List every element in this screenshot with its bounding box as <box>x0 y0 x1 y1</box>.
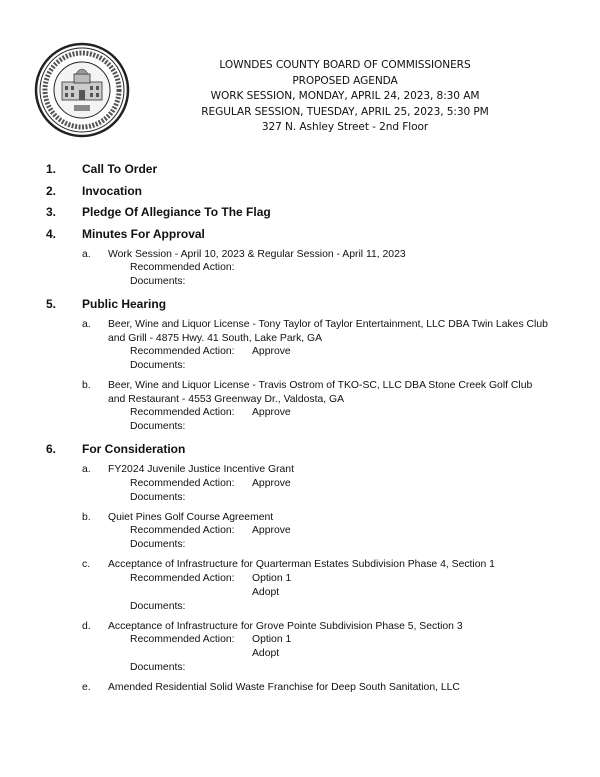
agenda-subitem <box>0 318 600 373</box>
agenda-subitem <box>0 620 600 676</box>
documents-label[interactable]: Documents: <box>130 421 186 432</box>
documents-row <box>130 420 600 434</box>
recommended-action-label: Recommended Action: <box>130 634 235 645</box>
documents-row <box>130 538 600 552</box>
recommended-action-row <box>130 633 600 661</box>
agenda-item-number: 6. <box>46 442 57 456</box>
subitem-letter: a. <box>82 319 91 330</box>
subitem-letter: d. <box>82 620 91 632</box>
agenda-item <box>0 227 600 242</box>
header-regular-session: REGULAR SESSION, TUESDAY, APRIL 25, 2023, 5:30 PM <box>201 105 489 118</box>
documents-label[interactable]: Documents: <box>130 600 186 612</box>
agenda-subitem <box>0 248 600 290</box>
recommended-action-value: Approve <box>252 346 291 357</box>
agenda-item-number: 4. <box>46 226 57 241</box>
recommended-action-label: Recommended Action: <box>130 572 235 584</box>
header-org: LOWNDES COUNTY BOARD OF COMMISSIONERS <box>219 59 471 71</box>
agenda-item <box>0 162 600 177</box>
agenda-list <box>0 162 600 703</box>
agenda-item-number: 2. <box>46 183 57 198</box>
recommended-action-value: Approve <box>252 525 291 536</box>
recommended-action-value: Option 1 <box>252 572 292 584</box>
documents-label[interactable]: Documents: <box>130 662 186 673</box>
recommended-action-label: Recommended Action: <box>130 262 235 273</box>
recommended-action-label: Recommended Action: <box>130 346 235 357</box>
agenda-item-title[interactable]: Pledge Of Allegiance To The Flag <box>82 205 271 219</box>
recommended-action-row <box>130 477 600 491</box>
recommended-action-row <box>130 345 600 359</box>
recommended-action-label: Recommended Action: <box>130 525 235 536</box>
agenda-subitem <box>0 463 600 505</box>
agenda-item <box>0 205 600 220</box>
subitem-title[interactable]: Acceptance of Infrastructure for Grove Pointe Subdivision Phase 5, Section 3 <box>108 620 463 632</box>
agenda-subitem <box>0 511 600 553</box>
subitem-title[interactable]: Amended Residential Solid Waste Franchise for Deep South Sanitation, LLC <box>108 682 460 693</box>
recommended-action-row <box>130 524 600 538</box>
header-work-session: WORK SESSION, MONDAY, APRIL 24, 2023, 8:30 AM <box>210 90 480 102</box>
agenda-subitem <box>0 681 600 695</box>
subitem-letter: e. <box>82 682 91 693</box>
agenda-item-title[interactable]: Invocation <box>82 183 143 198</box>
agenda-header <box>160 58 530 136</box>
subitem-title[interactable]: FY2024 Juvenile Justice Incentive Grant <box>108 464 294 475</box>
subitem-title[interactable]: Beer, Wine and Liquor License - Tony Taylor of Taylor Entertainment, LLC DBA Twin Lakes Club and Grill - 4875 Hwy. 41 South, Lake Park, GA <box>108 319 548 344</box>
subitem-title[interactable]: Quiet Pines Golf Course Agreement <box>108 511 274 523</box>
subitem-letter: a. <box>82 464 91 475</box>
agenda-subitem <box>0 379 600 434</box>
recommended-action-value: Approve <box>252 477 291 489</box>
agenda-item-title[interactable]: For Consideration <box>82 442 186 456</box>
documents-row <box>130 359 600 373</box>
recommended-action-row <box>130 406 600 420</box>
agenda-item-number: 3. <box>46 205 57 219</box>
agenda-subitem <box>0 558 600 614</box>
documents-row <box>130 491 600 505</box>
documents-label[interactable]: Documents: <box>130 276 186 287</box>
agenda-item-title[interactable]: Public Hearing <box>82 297 167 311</box>
subitem-letter: a. <box>82 248 91 260</box>
recommended-action-value: Adopt <box>252 586 280 598</box>
agenda-item <box>0 442 600 457</box>
recommended-action-row <box>130 261 600 275</box>
agenda-item-number: 1. <box>46 162 57 176</box>
subitem-title[interactable]: Beer, Wine and Liquor License - Travis Ostrom of TKO-SC, LLC DBA Stone Creek Golf Club and Restaurant - 4553 Greenway Dr., Valdosta, GA <box>108 380 533 405</box>
recommended-action-value: Adopt <box>252 648 280 659</box>
agenda-item-title[interactable]: Call To Order <box>82 162 158 176</box>
documents-row <box>130 275 600 289</box>
recommended-action-value: Approve <box>252 407 291 418</box>
agenda-item-number: 5. <box>46 297 57 311</box>
agenda-item <box>0 184 600 199</box>
documents-label[interactable]: Documents: <box>130 539 186 550</box>
subitem-letter: c. <box>82 559 91 570</box>
documents-label[interactable]: Documents: <box>130 360 186 371</box>
documents-row <box>130 661 600 675</box>
subitem-letter: b. <box>82 511 91 523</box>
recommended-action-value: Option 1 <box>252 634 292 645</box>
documents-row <box>130 600 600 614</box>
county-seal-logo <box>34 42 130 138</box>
recommended-action-label: Recommended Action: <box>130 407 235 418</box>
subitem-title[interactable]: Acceptance of Infrastructure for Quarterman Estates Subdivision Phase 4, Section 1 <box>108 559 495 570</box>
subitem-title[interactable]: Work Session - April 10, 2023 & Regular Session - April 11, 2023 <box>108 248 406 260</box>
agenda-item-title[interactable]: Minutes For Approval <box>82 226 205 241</box>
agenda-item <box>0 297 600 312</box>
subitem-letter: b. <box>82 380 91 391</box>
recommended-action-label: Recommended Action: <box>130 477 235 489</box>
header-title: PROPOSED AGENDA <box>292 74 398 87</box>
recommended-action-row <box>130 572 600 600</box>
header-address: 327 N. Ashley Street - 2nd Floor <box>261 121 429 133</box>
documents-label[interactable]: Documents: <box>130 491 186 503</box>
